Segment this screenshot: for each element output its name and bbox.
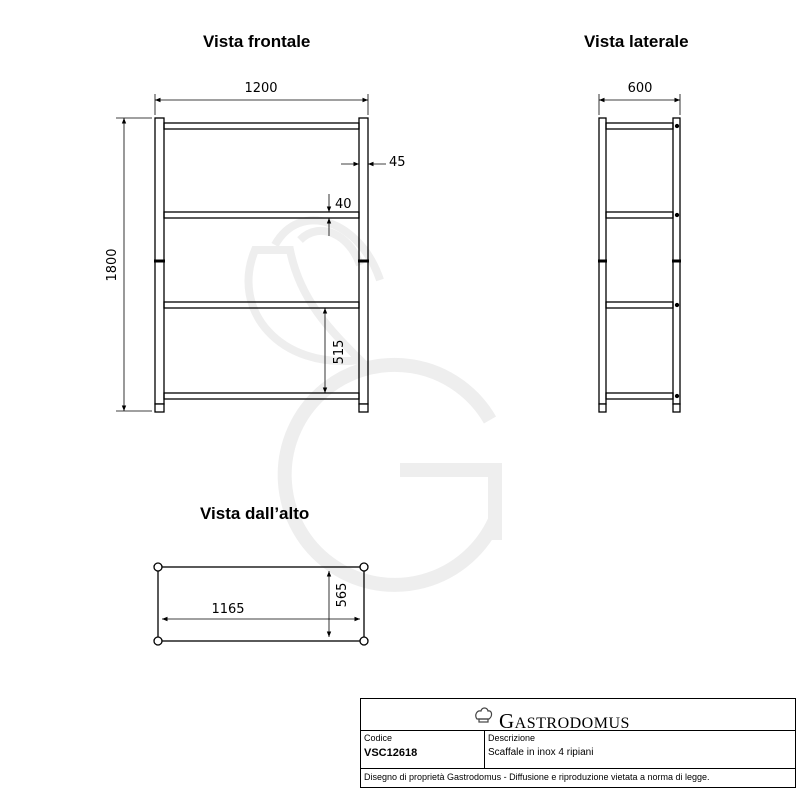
brand-initial: G — [499, 709, 515, 733]
title-block — [360, 698, 796, 788]
dim-upright-width: 45 — [389, 155, 406, 170]
code-cell — [361, 731, 485, 768]
dim-side-depth: 600 — [627, 81, 653, 96]
description-label: Descrizione — [488, 733, 536, 743]
front-view — [154, 118, 369, 412]
dim-shelf-thickness: 40 — [335, 197, 352, 212]
title-block-row — [361, 731, 795, 769]
top-view-title: Vista dall’alto — [200, 504, 310, 523]
dim-front-width: 1200 — [244, 81, 278, 96]
front-view-title: Vista frontale — [203, 32, 311, 51]
description-value: Scaffale in inox 4 ripiani — [488, 747, 594, 758]
dim-front-height: 1800 — [105, 248, 120, 282]
side-view — [598, 118, 681, 412]
chef-hat-icon — [473, 705, 493, 725]
brand-rest: ASTRODOMUS — [514, 715, 630, 732]
ownership-notice: Disegno di proprietà Gastrodomus - Diffusione e riproduzione vietata a norma di legge. — [364, 772, 710, 782]
code-label: Codice — [364, 733, 393, 743]
dim-shelf-spacing: 515 — [332, 339, 347, 365]
dim-top-width: 1165 — [211, 602, 245, 617]
title-block-logo — [361, 699, 795, 731]
dim-top-depth: 565 — [335, 582, 350, 608]
code-value: VSC12618 — [364, 747, 418, 759]
description-cell — [485, 731, 795, 768]
side-view-title: Vista laterale — [584, 32, 689, 51]
